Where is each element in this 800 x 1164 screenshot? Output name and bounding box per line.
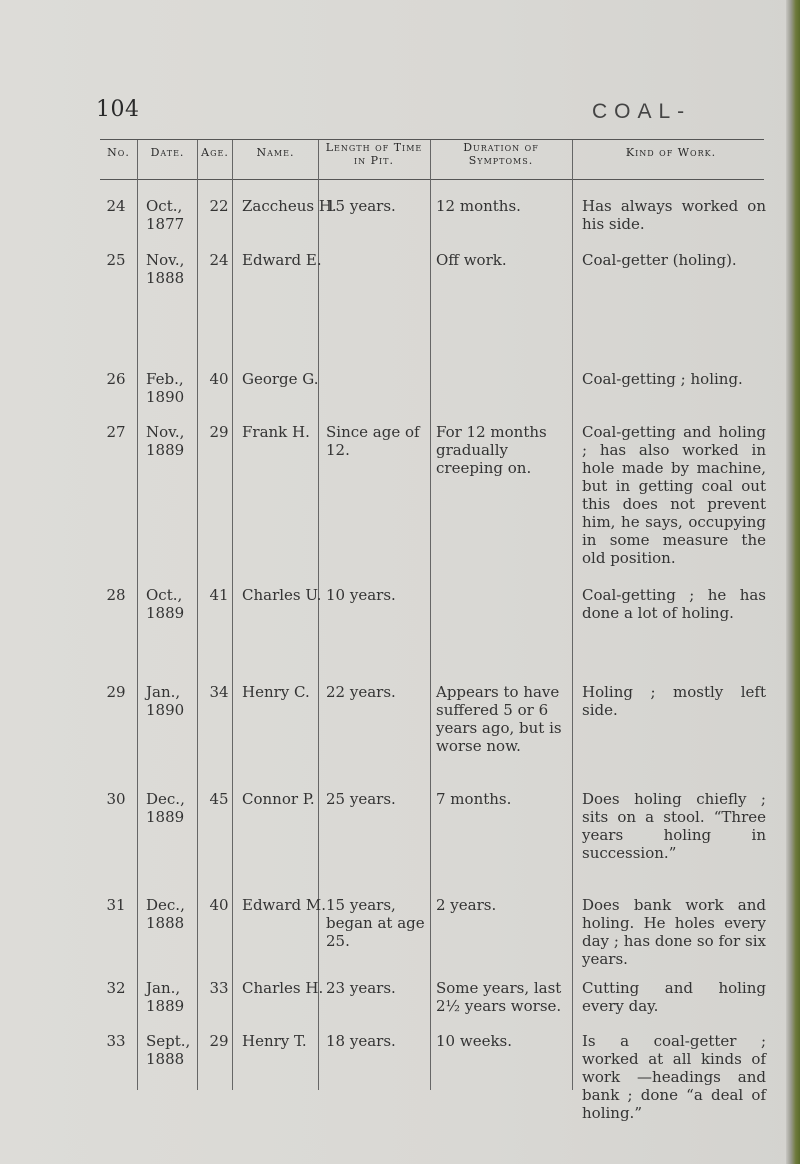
row-kind: Does bank work and holing. He holes every day ; has done so for six years. [582,896,766,968]
row-age: 22 [209,197,229,215]
header-name: Name. [256,146,295,159]
row-duration: 2 years. [436,896,497,914]
row-age: 45 [209,790,229,808]
row-age: 33 [209,979,229,997]
row-duration: 10 weeks. [436,1032,513,1050]
row-date: Oct., 1889 [146,586,185,622]
table-top-rule [100,139,764,140]
row-number: 32 [106,979,126,997]
row-name: George G. [242,370,319,388]
row-date: Nov., 1889 [146,423,185,459]
row-kind: Holing ; mostly left side. [582,683,766,719]
row-length: Since age of 12. [326,423,420,459]
row-length: 22 years. [326,683,396,701]
row-number: 30 [106,790,126,808]
row-kind: Coal-getting and holing ; has also worked in hole made by machine, but in getting coal out this does not prevent him, he says, occupying in some measure the old position. [582,423,766,567]
row-kind: Coal-getter (holing). [582,251,737,269]
row-kind: Does holing chiefly ; sits on a stool. “Three years holing in succession.” [582,790,766,862]
row-length: 25 years. [326,790,396,808]
row-length: 18 years. [326,1032,396,1050]
row-duration: For 12 months gradually creeping on. [436,423,547,477]
row-duration: 12 months. [436,197,521,215]
row-kind: Cutting and holing every day. [582,979,766,1015]
column-divider [318,140,319,1090]
header-age: Age. [201,146,229,159]
row-name: Edward E. [242,251,322,269]
header-duration: Duration of Symptoms. [463,141,539,167]
row-date: Dec., 1888 [146,896,185,932]
row-length: 15 years. [326,197,396,215]
row-duration: 7 months. [436,790,512,808]
row-number: 25 [106,251,126,269]
row-date: Nov., 1888 [146,251,185,287]
row-name: Connor P. [242,790,315,808]
running-head: COAL- [592,100,692,123]
header-length: Length of Time in Pit. [325,141,423,167]
row-name: Zaccheus H. [242,197,337,215]
row-number: 26 [106,370,126,388]
row-duration: Off work. [436,251,507,269]
row-name: Charles U. [242,586,322,604]
row-length: 15 years, began at age 25. [326,896,425,950]
row-date: Oct., 1877 [146,197,185,233]
row-number: 28 [106,586,126,604]
header-no: No. [107,146,130,159]
column-divider [232,140,233,1090]
row-date: Sept., 1888 [146,1032,191,1068]
page-number: 104 [96,97,140,122]
row-age: 40 [209,370,229,388]
row-length: 10 years. [326,586,396,604]
row-date: Dec., 1889 [146,790,185,826]
header-date: Date. [150,146,185,159]
row-age: 34 [209,683,229,701]
row-date: Jan., 1890 [146,683,185,719]
row-kind: Coal-getting ; holing. [582,370,743,388]
row-age: 41 [209,586,229,604]
row-number: 29 [106,683,126,701]
column-divider [137,140,138,1090]
row-number: 27 [106,423,126,441]
row-age: 40 [209,896,229,914]
row-age: 29 [209,1032,229,1050]
header-kind: Kind of Work. [625,146,717,159]
row-duration: Appears to have suffered 5 or 6 years ago, but is worse now. [436,683,562,755]
row-length: 23 years. [326,979,396,997]
column-divider [430,140,431,1090]
column-divider [572,140,573,1090]
row-name: Henry T. [242,1032,307,1050]
row-duration: Some years, last 2½ years worse. [436,979,562,1015]
row-kind: Coal-getting ; he has done a lot of holing. [582,586,766,622]
row-kind: Has always worked on his side. [582,197,766,233]
table-header-rule [100,179,764,180]
row-name: Charles H. [242,979,324,997]
row-kind: Is a coal-getter ; worked at all kinds of work —headings and bank ; done “a deal of holing.” [582,1032,766,1122]
row-number: 33 [106,1032,126,1050]
page-edge-shadow [786,0,800,1164]
row-age: 24 [209,251,229,269]
row-name: Frank H. [242,423,310,441]
row-name: Edward M. [242,896,327,914]
row-number: 24 [106,197,126,215]
row-number: 31 [106,896,126,914]
row-date: Jan., 1889 [146,979,185,1015]
row-date: Feb., 1890 [146,370,185,406]
row-name: Henry C. [242,683,310,701]
row-age: 29 [209,423,229,441]
